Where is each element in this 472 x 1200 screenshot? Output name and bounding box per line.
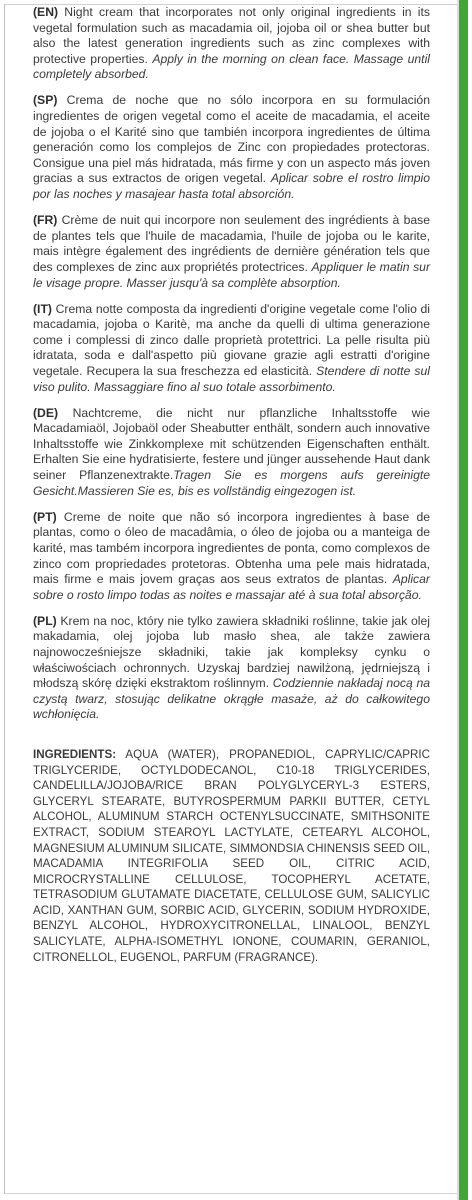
section-description: Night cream that incorporates not only original ingredients in its vegetal formulation such as macadamia oil, jojoba oil or shea butter but also the latest generation ingredients such as zinc complexes with protective properties. — [33, 5, 430, 66]
section-instructions: Stendere di notte sul viso pulito. Massaggiare fino al suo totale assorbimento. — [33, 363, 430, 394]
section-paragraph — [33, 302, 430, 396]
section-it — [33, 302, 430, 396]
language-code: (EN) — [33, 5, 59, 19]
language-code: (FR) — [33, 213, 58, 228]
section-instructions: Apply in the morning on clean face. Massage until completely absorbed. — [33, 51, 430, 82]
language-code: (IT) — [33, 301, 52, 316]
section-sp — [33, 93, 430, 202]
language-code: (SP) — [33, 93, 58, 108]
section-paragraph — [33, 614, 430, 723]
section-paragraph — [33, 93, 430, 202]
section-instructions: Tragen Sie es morgens aufs gereinigte Gesicht.Massieren Sie es, bis es vollständig eingezogen ist. — [33, 468, 431, 498]
section-instructions: Appliquer le matin sur le visage propre. Masser jusqu'à sa complète absorption. — [33, 259, 431, 290]
ingredients-label: INGREDIENTS: — [33, 747, 117, 761]
section-description: Krem na noc, który nie tylko zawiera składniki roślinne, takie jak olej makadamia, olej jojoba lub masło shea, ale także zawiera najnowocześniejsze składniki, takie jak kompleksy cynku o właściwościach ochronnych. Uzyskaj bardziej nawilżoną, jędrniejszą i młodszą skórę dzięki ekstraktom roślinnym. — [33, 613, 430, 691]
language-code: (DE) — [33, 405, 59, 420]
section-de — [33, 406, 430, 500]
language-code: (PL) — [33, 613, 57, 628]
section-paragraph — [33, 213, 430, 291]
section-paragraph — [33, 510, 430, 604]
section-description: Crema de noche que no sólo incorpora en su formulación ingredientes de origen vegetal como el aceite de macadamia, el aceite de jojoba o el Karité sino que también incorpora ingredientes de última generación como los complejos de Zinc con propiedades protectoras. Consigue una piel más hidratada, más firme y con un aspecto más joven gracias a sus extractos de origen vegetal. — [33, 93, 430, 186]
section-paragraph — [33, 5, 430, 83]
section-description: Creme de noite que não só incorpora ingredientes à base de plantas, como o óleo de macadâmia, o óleo de jojoba ou a manteiga de karité, mas também incorpora ingredientes de ponta, como complexos de zinco com propriedades protetoras. Obtenha uma pele mais hidratada, mais firme e mais jovem graças aos seus extratos de plantas. — [33, 509, 430, 587]
section-pl — [33, 614, 430, 723]
section-description: Crema notte composta da ingredienti d'origine vegetale come l'olio di macadamia, jojoba o Karitè, ma anche da quelli di ultima generazione come i complessi di zinco dalle proprietà protettrici. La pelle risulta più idratata, soda e dall'aspetto più giovane grazie agli estratti d'origine vegetale. Recupera la sua freschezza ed elasticità. — [33, 301, 430, 378]
label-text-panel — [33, 5, 430, 965]
ingredients-text: AQUA (WATER), PROPANEDIOL, CAPRYLIC/CAPRIC TRIGLYCERIDE, OCTYLDODECANOL, C10-18 TRIGLYCERIDES, CANDELILLA/JOJOBA/RICE BRAN POLYGLYCERYL-3 ESTERS, GLYCERYL STEARATE, BUTYROSPERMUM PARKII BUTTER, CETYL ALCOHOL, ALUMINUM STARCH OCTENYLSUCCINATE, SMITHSONITE EXTRACT, SODIUM STEAROYL LACTYLATE, CETEARYL ALCOHOL, MAGNESIUM ALUMINUM SILICATE, SIMMONDSIA CHINENSIS SEED OIL, MACADAMIA INTEGRIFOLIA SEED OIL, CITRIC ACID, MICROCRYSTALLINE CELLULOSE, TOCOPHERYL ACETATE, TETRASODIUM GLUTAMATE DIACETATE, CELLULOSE GUM, SALICYLIC ACID, XANTHAN GUM, SORBIC ACID, GLYCERIN, SODIUM HYDROXIDE, BENZYL ALCOHOL, HYDROXYCITRONELLAL, LINALOOL, BENZYL SALICYLATE, ALPHA-ISOMETHYL IONONE, COUMARIN, GERANIOL, CITRONELLOL, EUGENOL, PARFUM (FRAGRANCE). — [33, 747, 430, 964]
section-en — [33, 5, 430, 83]
section-instructions: Codziennie nakładaj nocą na czystą twarz, stosując delikatne okrągłe masaże, aż do całkowitego wchłonięcia. — [33, 676, 430, 722]
ingredients-list — [33, 747, 430, 965]
section-fr — [33, 213, 430, 291]
green-side-stripe — [459, 0, 468, 1200]
section-description: Crème de nuit qui incorpore non seulement des ingrédients à base de plantes tels que l'huile de macadamia, l'huile de jojoba ou le karite, mais intègre également des ingrédients de dernière génération tels que des complexes de zinc aux propriétés protectrices. — [33, 213, 430, 274]
section-pt — [33, 510, 430, 604]
section-description: Nachtcreme, die nicht nur pflanzliche Inhaltsstoffe wie Macadamiaöl, Jojobaöl oder Sheabutter enthält, sondern auch innovative Inhaltsstoffe wie Zinkkomplexe mit schützenden Eigenschaften enthält. Erhalten Sie eine hydratisierte, festere und jünger aussehende Haut dank seiner Pflanzenextrakte. — [33, 405, 430, 483]
section-instructions: Aplicar sobre el rostro limpio por las noches y masajear hasta total absorción. — [33, 171, 430, 202]
section-instructions: Aplicar sobre o rosto limpo todas as noites e massajar até à sua total absorção. — [33, 572, 430, 602]
language-code: (PT) — [33, 509, 57, 524]
section-paragraph — [33, 406, 430, 500]
